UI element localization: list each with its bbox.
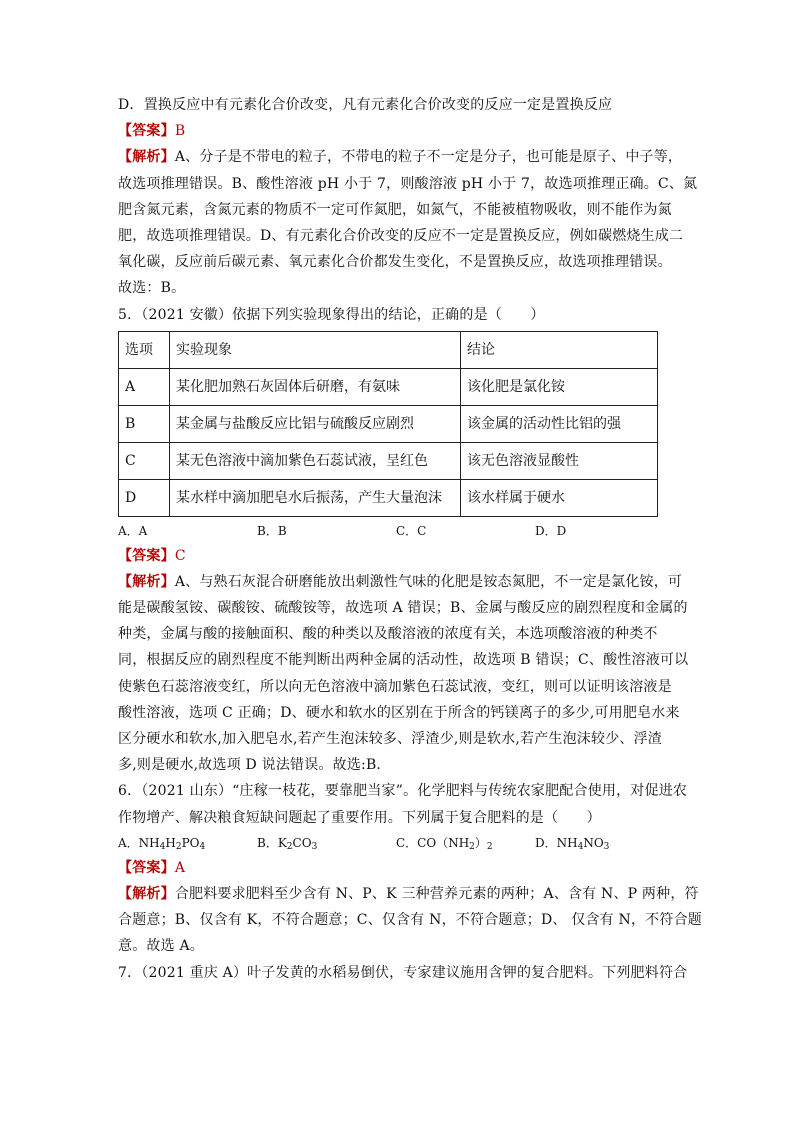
- q6-stem-line: 6．（2021 山东）“庄稼一枝花，要靠肥当家”。化学肥料与传统农家肥配合使用，对促进农: [118, 783, 688, 800]
- answer-value: B: [174, 123, 186, 140]
- choice-c: C．C: [396, 523, 427, 538]
- table-cell: D: [119, 479, 170, 516]
- choice-b: B．K2CO3: [257, 835, 318, 852]
- q5-explanation-line: 同，根据反应的剧烈程度不能判断出两种金属的活动性，故选项 B 错误；C、酸性溶液可以: [118, 652, 689, 669]
- table-header-cell: 结论: [461, 331, 658, 368]
- choice-a: A．NH4H2PO4: [118, 835, 206, 852]
- q4-answer: [118, 118, 678, 144]
- answer-tag: 【答案】: [118, 547, 175, 564]
- q5-explanation-line: 【解析】A、与熟石灰混合研磨能放出刺激性气味的化肥是铵态氮肥，不一定是氯化铵，可: [118, 573, 683, 590]
- answer-value: C: [174, 547, 186, 564]
- table-cell: 某化肥加熟石灰固体后研磨，有氨味: [170, 368, 461, 405]
- table-row: [119, 405, 658, 442]
- q4-explanation-line: 【解析】A、分子是不带电的粒子，不带电的粒子不一定是分子，也可能是原子、中子等，: [118, 149, 683, 166]
- table-row: [119, 442, 658, 479]
- q6-explanation-line: 意。故选 A。: [118, 938, 204, 955]
- q4-explanation-line: 氧化碳，反应前后碳元素、氧元素化合价都发生变化，不是置换反应，故选项推理错误。: [118, 254, 672, 271]
- table-header-row: [119, 331, 658, 368]
- q6-choices: [118, 831, 678, 855]
- q4-explanation-line: 故选：B。: [118, 280, 186, 297]
- table-header-cell: 实验现象: [170, 331, 461, 368]
- table-cell: 某无色溶液中滴加紫色石蕊试液，呈红色: [170, 442, 461, 479]
- choice-a: A．A: [118, 523, 148, 538]
- table-cell: 该无色溶液显酸性: [461, 442, 658, 479]
- explanation-tag: 【解析】: [118, 573, 175, 590]
- q6-explanation-line: 合题意；B、仅含有 K，不符合题意；C、仅含有 N，不符合题意；D、 仅含有 N，不符合题: [118, 912, 702, 929]
- choice-b: B．B: [257, 523, 287, 538]
- table-cell: A: [119, 368, 170, 405]
- q5-explanation-line: 多,则是硬水,故选项 D 说法错误。故选:B.: [118, 757, 382, 774]
- answer-tag: 【答案】: [118, 859, 175, 876]
- q5-explanation-line: 酸性溶液，选项 C 正确；D、硬水和软水的区别在于所含的钙镁离子的多少,可用肥皂水来: [118, 704, 680, 721]
- q5-table: [118, 331, 658, 517]
- table-cell: 某水样中滴加肥皂水后振荡，产生大量泡沫: [170, 479, 461, 516]
- q5-stem: 5．（2021 安徽）依据下列实验现象得出的结论，正确的是（ ）: [118, 306, 545, 323]
- explanation-tag: 【解析】: [118, 885, 175, 902]
- q6-explanation-line: 【解析】合肥料要求肥料至少含有 N、P、K 三种营养元素的两种；A、含有 N、P 两种，符: [118, 885, 699, 902]
- q7-stem: 7．（2021 重庆 A）叶子发黄的水稻易倒伏，专家建议施用含钾的复合肥料。下列肥料符合: [118, 964, 688, 981]
- table-cell: B: [119, 405, 170, 442]
- table-row: [119, 368, 658, 405]
- choice-c: C．CO（NH2）2: [396, 835, 493, 852]
- q5-explanation-line: 区分硬水和软水,加入肥皂水,若产生泡沫较多、浮渣少,则是软水,若产生泡沫较少、浮渣: [118, 731, 662, 747]
- q5-explanation-line: 种类，金属与酸的接触面积、酸的种类以及酸溶液的浓度有关，本选项酸溶液的种类不: [118, 626, 658, 643]
- document-content: [118, 92, 702, 986]
- q5-choices: [118, 519, 678, 543]
- q4-explanation-line: 肥，故选项推理错误。D、有元素化合价改变的反应不一定是置换反应，例如碳燃烧生成二: [118, 227, 684, 244]
- q4-explanation-line: 故选项推理错误。B、酸性溶液 pH 小于 7，则酸溶液 pH 小于 7，故选项推理正确。C、氮: [118, 175, 698, 192]
- table-cell: 该化肥是氯化铵: [461, 368, 658, 405]
- q5-answer: [118, 543, 678, 569]
- choice-d: D．NH4NO3: [535, 835, 610, 852]
- q4-explanation-line: 肥含氮元素，含氮元素的物质不一定可作氮肥，如氮气，不能被植物吸收，则不能作为氮: [118, 201, 672, 218]
- table-cell: 该金属的活动性比铝的强: [461, 405, 658, 442]
- table-cell: C: [119, 442, 170, 479]
- q4-option-d: D．置换反应中有元素化合价改变，凡有元素化合价改变的反应一定是置换反应: [118, 97, 613, 113]
- q5-explanation-line: 使紫色石蕊溶液变红，所以向无色溶液中滴加紫色石蕊试液，变红，则可以证明该溶液是: [118, 678, 672, 695]
- answer-value: A: [174, 859, 186, 876]
- choice-d: D．D: [535, 523, 567, 538]
- explanation-tag: 【解析】: [118, 149, 175, 166]
- answer-tag: 【答案】: [118, 123, 175, 140]
- table-cell: 某金属与盐酸反应比铝与硫酸反应剧烈: [170, 405, 461, 442]
- q5-explanation-line: 能是碳酸氢铵、碳酸铵、硫酸铵等，故选项 A 错误；B、金属与酸反应的剧烈程度和金属的: [118, 600, 688, 617]
- q6-stem-line: 作物增产、解决粮食短缺问题起了重要作用。下列属于复合肥料的是（ ）: [118, 809, 601, 826]
- table-cell: 该水样属于硬水: [461, 479, 658, 516]
- table-row: [119, 479, 658, 516]
- table-header-cell: 选项: [119, 331, 170, 368]
